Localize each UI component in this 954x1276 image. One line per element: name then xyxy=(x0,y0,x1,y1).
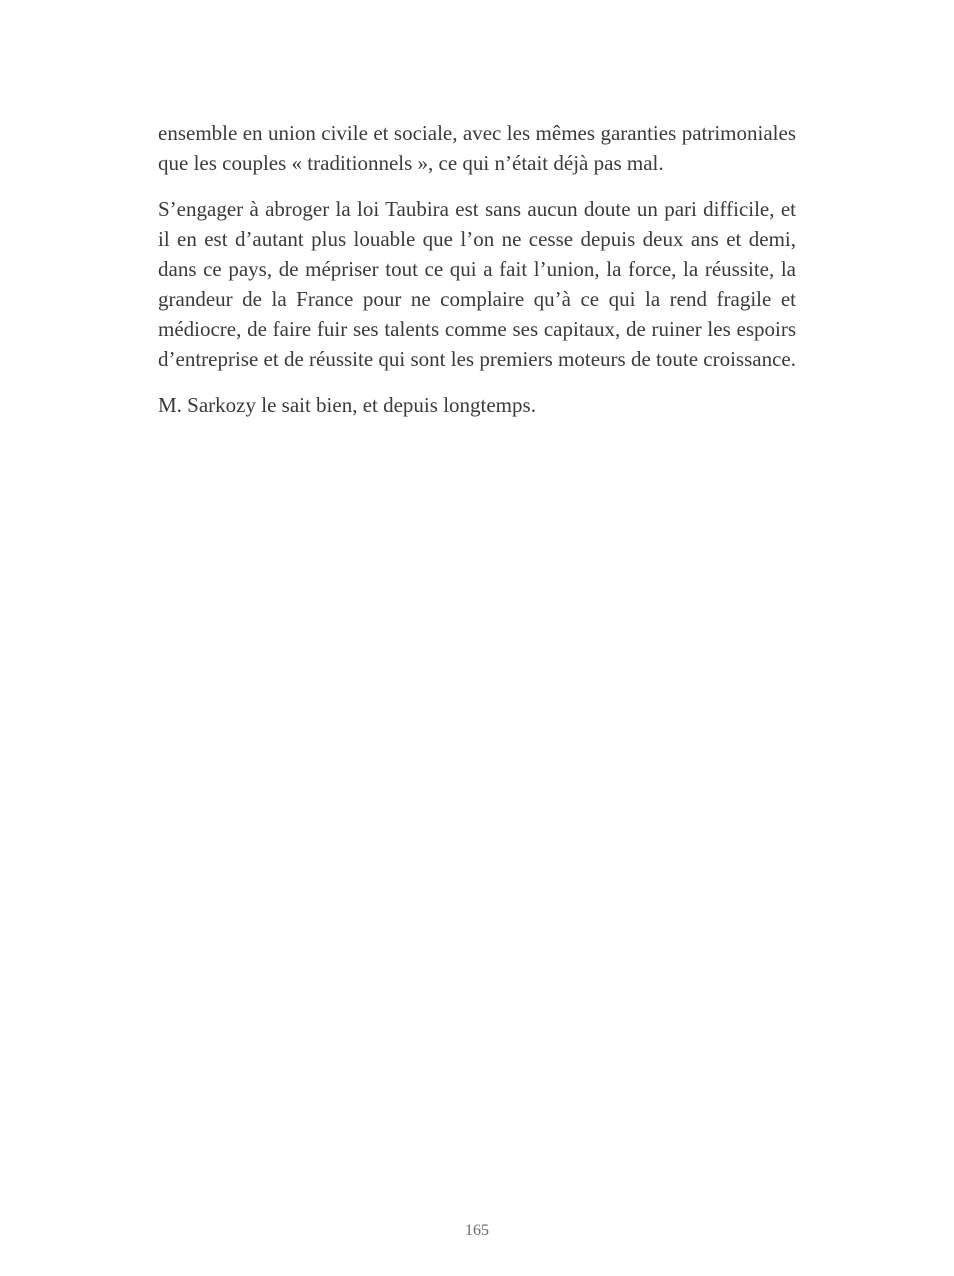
paragraph-1: ensemble en union civile et sociale, avec les mêmes garanties patrimoniales que les couples « traditionnels », ce qui n’était déjà pas mal. xyxy=(158,121,796,175)
body-text xyxy=(158,118,796,436)
paragraph-3: M. Sarkozy le sait bien, et depuis longtemps. xyxy=(158,393,536,417)
paragraph-2: S’engager à abroger la loi Taubira est sans aucun doute un pari difficile, et il en est d’autant plus louable que l’on ne cesse depuis deux ans et demi, dans ce pays, de mépriser tout ce qui a fait l’union, la force, la réussite, la grandeur de la France pour ne complaire qu’à ce qui la rend fragile et médiocre, de faire fuir ses talents comme ses capitaux, de ruiner les espoirs d’entreprise et de réussite qui sont les premiers moteurs de toute croissance. xyxy=(158,197,796,371)
page-number: 165 xyxy=(465,1222,489,1239)
